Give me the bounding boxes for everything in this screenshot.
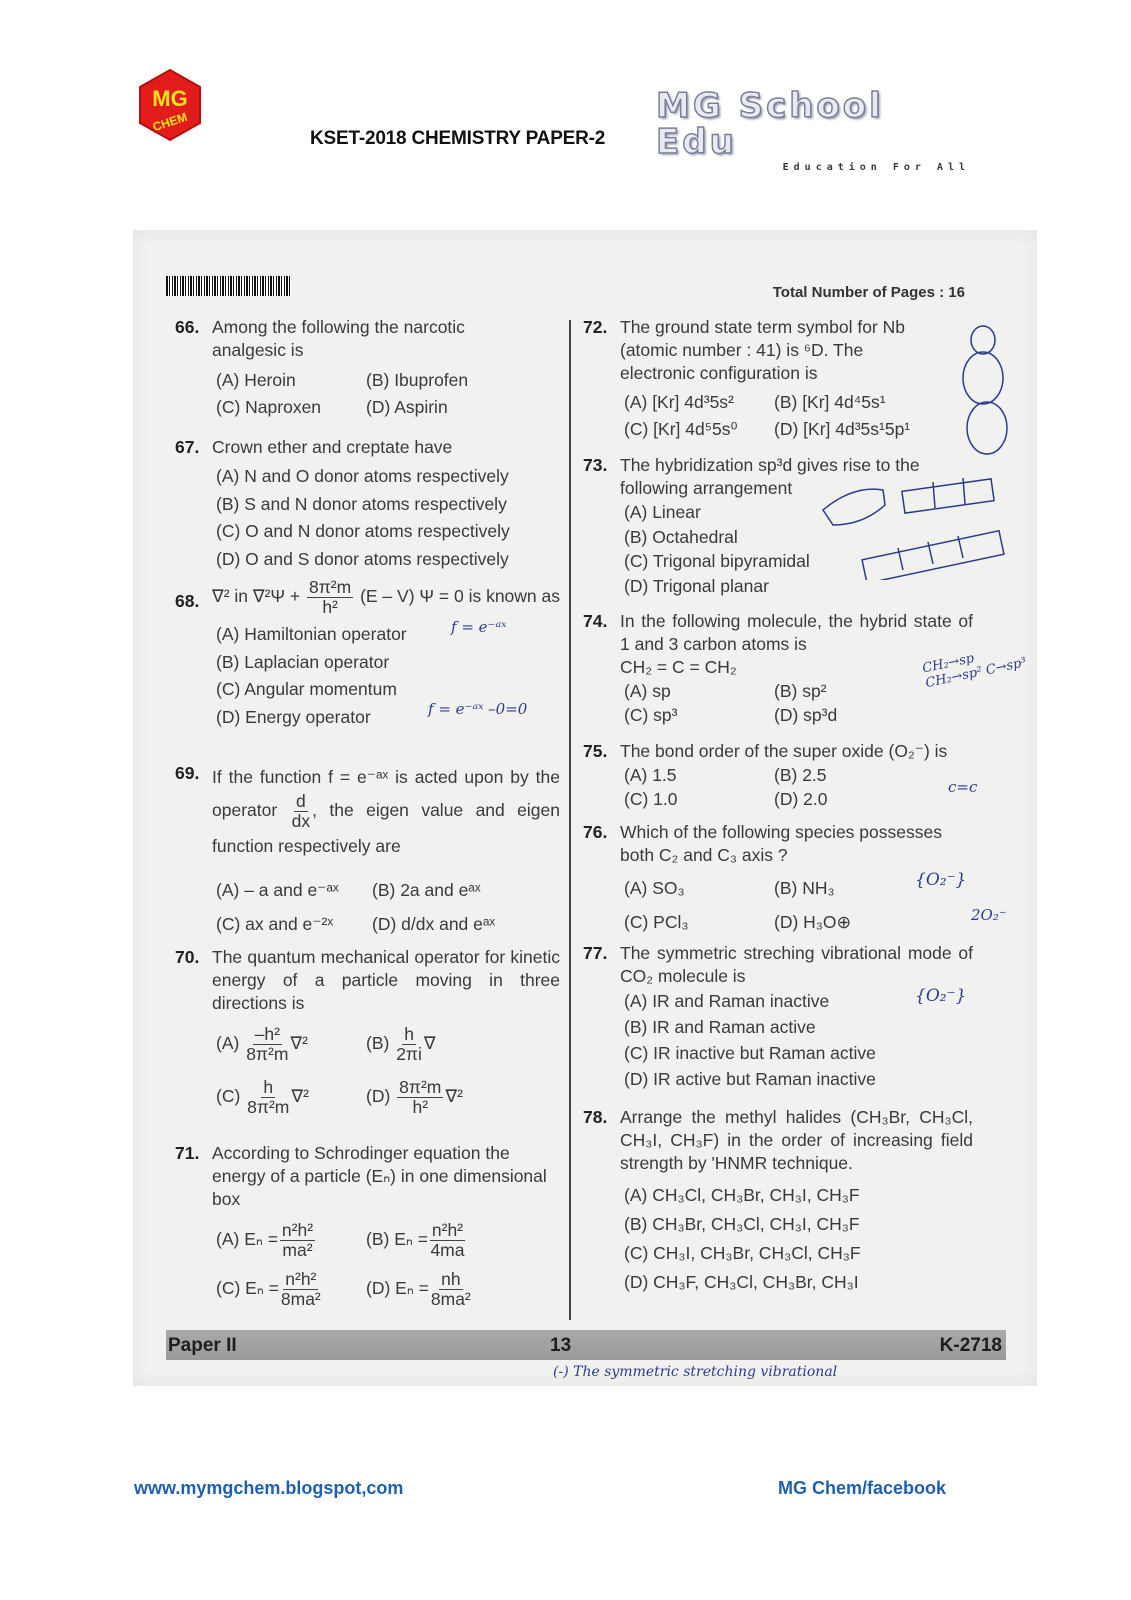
handwritten-note-bottom: (-) The symmetric stretching vibrational (553, 1364, 838, 1380)
option-c: (C) PCl₃ (624, 912, 689, 932)
option-c: (C) sp³ (624, 705, 678, 725)
paper-label: Paper II (168, 1335, 237, 1356)
formula: CH₂ = C = CH₂ (620, 657, 737, 677)
option-b: (B) Octahedral (624, 526, 738, 547)
barcode (166, 276, 291, 296)
exam-footer-bar (166, 1330, 1006, 1360)
option-b: (B) NH₃ (774, 878, 835, 898)
option-c: (C) IR inactive but Raman active (624, 1043, 876, 1063)
question-77: 77. The symmetric streching vibrational mode of CO₂ molecule is (A) IR and Raman inactive (B) IR and Raman active (C) IR inactive but Raman active (D) IR active but Raman inactive (583, 942, 973, 1092)
handwritten-note-q76b: 2O₂⁻ (971, 906, 1007, 924)
brand-name: MG School Edu (656, 86, 884, 162)
question-66: 66. Among the following the narcotic analgesic is (A) Heroin (B) Ibuprofen (C) Naproxen (D) Aspirin (175, 316, 560, 421)
option-a: (A) – a and e⁻ᵃˣ (216, 880, 339, 900)
fraction: $\frac{d}{dx}$ (291, 791, 311, 831)
option-d: (D) Eₙ = $\frac{nh}{\text{8ma²}}$ (366, 1269, 471, 1309)
question-76: 76. Which of the following species possesses both C₂ and C₃ axis ? (A) SO₃ (B) NH₃ (C) PCl₃ (D) H₃O⊕ (583, 821, 973, 939)
question-78: 78. Arrange the methyl halides (CH₃Br, CH₃Cl, CH₃I, CH₃F) in the order of increasing field strength by 'HNMR technique. (A) CH₃Cl, CH₃Br, CH₃I, CH₃F (B) CH₃Br, CH₃Cl, CH₃I, CH₃F (C) CH₃I, CH₃Br, CH₃Cl, CH₃F (D) CH₃F, CH₃Cl, CH₃Br, CH₃I (583, 1106, 973, 1297)
option-c: (C) Eₙ = $\frac{\text{n²h²}}{\text{8ma²}}$ (216, 1269, 321, 1309)
option-d: (D) Aspirin (366, 397, 448, 417)
page-number: 13 (550, 1335, 572, 1356)
question-74: 74. In the following molecule, the hybrid state of 1 and 3 carbon atoms is CH₂ = C = CH₂ (A) sp (B) sp² (C) sp³ (D) sp³d (583, 611, 973, 725)
question-72: 72. The ground state term symbol for Nb (atomic number : 41) is ⁶D. The electronic configuration is (A) [Kr] 4d³5s² (B) [Kr] 4d⁴5s¹ (C) [Kr] 4d⁵5s⁰ (D) [Kr] 4d³5s¹5p¹ (583, 316, 973, 443)
handwritten-note-q77: {O₂⁻} (915, 986, 967, 1006)
option-a: (A) SO₃ (624, 878, 685, 898)
option-d: (D) H₃O⊕ (774, 912, 852, 932)
option-a: (A) Hamiltonian operator (216, 624, 407, 644)
option-b: (B) CH₃Br, CH₃Cl, CH₃I, CH₃F (624, 1214, 860, 1234)
option-a: (A) Linear (624, 502, 701, 522)
option-c: (C) Naproxen (216, 397, 322, 417)
svg-text:CHEM: CHEM (151, 109, 189, 135)
option-b: (B) 2a and eᵃˣ (372, 880, 481, 900)
handwritten-note-q74: CH₂→sp CH₂→sp² C→sp³ (921, 650, 1028, 692)
hexagon-logo-icon (138, 68, 202, 142)
option-a: (A) Heroin (216, 370, 296, 390)
question-71: 71. According to Schrodinger equation the energy of a particle (Eₙ) in one dimensional box (A) Eₙ = $\frac{\text{n²h²}}{\text{ma²}}$ (B) Eₙ = $\frac{\text{n²h²}}{4ma}$ (C) Eₙ = $\frac{\text{n²h²}}{\text{8ma²}}$ (D) Eₙ = $\frac{nh}{\text{8ma²}}$ (175, 1142, 560, 1309)
fraction: $\frac{\text{8π²m}}{\text{h²}}$ (309, 577, 352, 617)
handwritten-note-q76: {O₂⁻} (915, 870, 967, 890)
option-a: (A) Eₙ = $\frac{\text{n²h²}}{\text{ma²}}$ (216, 1220, 314, 1260)
option-d: (D) 2.0 (774, 789, 828, 809)
document-title: KSET-2018 CHEMISTRY PAPER-2 (310, 128, 606, 149)
option-b: (B) $\frac{h}{2\pi i}$ ∇ (366, 1024, 436, 1064)
option-c: (C) 1.0 (624, 789, 678, 809)
column-divider (569, 320, 571, 1320)
option-d: (D) CH₃F, CH₃Cl, CH₃Br, CH₃I (624, 1272, 859, 1292)
option-a: (A) $\frac{\text{–h²}}{\text{8π²m}}$ ∇² (216, 1024, 308, 1064)
option-a: (A) sp (624, 681, 671, 701)
option-d: (D) Trigonal planar (624, 575, 769, 596)
option-a: (A) [Kr] 4d³5s² (624, 392, 734, 412)
option-d: (D) IR active but Raman inactive (624, 1069, 876, 1089)
option-c: (C) [Kr] 4d⁵5s⁰ (624, 419, 738, 439)
paper-code: K-2718 (939, 1335, 1002, 1356)
mg-chem-logo (138, 68, 202, 142)
option-a: (A) N and O donor atoms respectively (216, 466, 509, 486)
option-d: (D) $\frac{\text{8π²m}}{\text{h²}}$ ∇² (366, 1077, 463, 1117)
question-73: 73. The hybridization sp³d gives rise to the following arrangement (A) Linear (B) Octahedral (C) Trigonal bipyramidal (D) Trigonal planar (583, 454, 973, 598)
option-b: (B) Laplacian operator (216, 651, 390, 672)
option-c: (C) CH₃I, CH₃Br, CH₃Cl, CH₃F (624, 1243, 861, 1263)
option-b: (B) IR and Raman active (624, 1017, 816, 1037)
question-69: 69. If the function f = e⁻ᵃˣ is acted upon by the operator $\frac{d}{dx}$ , the eigen value and eigen function respectively are (A) – a and e⁻ᵃˣ (B) 2a and eᵃˣ (C) ax and e⁻²ˣ (D) d/dx and eᵃˣ (175, 762, 560, 941)
question-75: 75. The bond order of the super oxide (O₂⁻) is (A) 1.5 (B) 2.5 (C) 1.0 (D) 2.0 (583, 740, 973, 811)
option-d: (D) sp³d (774, 705, 838, 725)
option-a: (A) CH₃Cl, CH₃Br, CH₃I, CH₃F (624, 1185, 860, 1205)
handwritten-note-q75: c=c (948, 778, 978, 796)
option-b: (B) 2.5 (774, 765, 827, 785)
option-b: (B) S and N donor atoms respectively (216, 493, 507, 514)
option-c: (C) ax and e⁻²ˣ (216, 914, 334, 934)
scanned-exam-page (133, 230, 1037, 1386)
option-c: (C) Angular momentum (216, 679, 397, 699)
question-68: 68. ∇² in ∇²Ψ + $\frac{\text{8π²m}}{\text{h²}}$ (E – V) Ψ = 0 is known as (A) Hamiltonian operator (B) Laplacian operator (C) Angular momentum (D) Energy operator (175, 578, 565, 731)
website-link[interactable]: www.mymgchem.blogspot,com (134, 1478, 404, 1498)
option-d: (D) Energy operator (216, 706, 371, 727)
option-b: (B) sp² (774, 681, 827, 701)
facebook-link[interactable]: MG Chem/facebook (778, 1478, 947, 1498)
option-d: (D) [Kr] 4d³5s¹5p¹ (774, 419, 911, 439)
option-b: (B) Eₙ = $\frac{\text{n²h²}}{4ma}$ (366, 1220, 465, 1260)
brand-block (656, 88, 976, 173)
handwritten-note-q68a: f = e⁻ᵃˣ (451, 618, 507, 636)
option-c: (C) O and N donor atoms respectively (216, 521, 510, 541)
option-c: (C) Trigonal bipyramidal (624, 551, 810, 571)
option-b: (B) [Kr] 4d⁴5s¹ (774, 392, 886, 412)
option-d: (D) d/dx and eᵃˣ (372, 914, 496, 934)
option-b: (B) Ibuprofen (366, 370, 469, 390)
brand-tagline: Education For All (782, 162, 970, 173)
question-70: 70. The quantum mechanical operator for kinetic energy of a particle moving in three directions is (A) $\frac{\text{–h²}}{\text{8π²m}}$ ∇² (B) $\frac{h}{2\pi i}$ ∇ (C) $\frac{h}{\text{8π²m}}$ ∇² (D) $\frac{\text{8π²m}}{\text{h²}}$ ∇² (175, 947, 560, 1117)
option-a: (A) 1.5 (624, 765, 677, 785)
handwritten-circles-icon (953, 320, 1013, 460)
option-c: (C) $\frac{h}{\text{8π²m}}$ ∇² (216, 1077, 309, 1117)
option-a: (A) IR and Raman inactive (624, 991, 830, 1011)
question-67: 67. Crown ether and creptate have (A) N and O donor atoms respectively (B) S and N donor atoms respectively (C) O and N donor atoms respectively (D) O and S donor atoms respectively (175, 436, 560, 573)
option-d: (D) O and S donor atoms respectively (216, 548, 509, 569)
handwritten-orbital-boxes-icon (813, 470, 1013, 580)
total-pages: Total Number of Pages : 16 (772, 284, 965, 301)
handwritten-note-q68b: f = e⁻ᵃˣ –0=0 (428, 700, 528, 718)
svg-text:MG: MG (152, 86, 188, 111)
